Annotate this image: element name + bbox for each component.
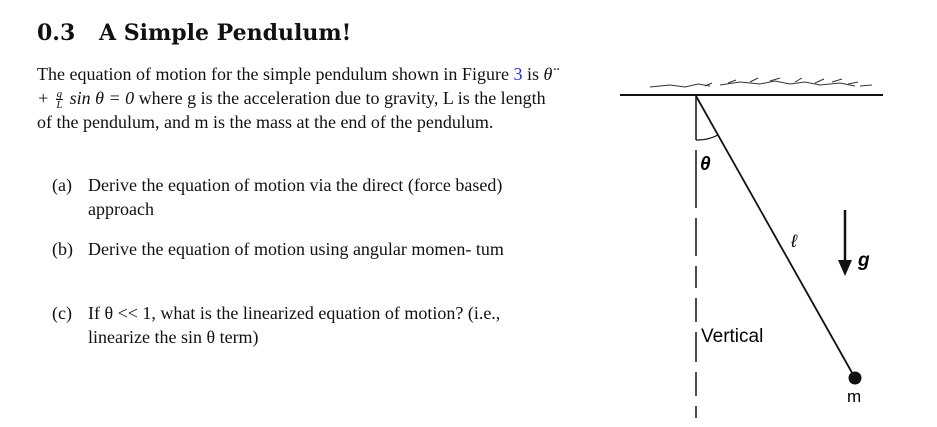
fraction-denominator: L — [56, 99, 63, 112]
question-item-b — [52, 237, 552, 261]
pendulum-bob — [849, 372, 862, 385]
pendulum-figure — [610, 60, 910, 427]
section-heading — [37, 20, 351, 46]
vertical-label: Vertical — [701, 326, 764, 347]
item-label: (c) — [52, 303, 72, 323]
item-label: (a) — [52, 175, 72, 195]
gravity-label: g — [858, 250, 870, 271]
figure-ref-link[interactable]: 3 — [513, 64, 523, 84]
section-number: 0.3 — [37, 20, 76, 46]
item-text: Derive the equation of motion using angular momen- tum — [88, 239, 504, 259]
length-label: ℓ — [791, 231, 797, 251]
item-text: If θ << 1, what is the linearized equation of motion? (i.e., linearize the sin θ term) — [88, 303, 501, 347]
intro-text-1: The equation of motion for the simple pendulum shown in Figure — [37, 64, 514, 84]
fraction-numerator: g — [56, 88, 63, 101]
equation-end: sin θ = 0 — [65, 88, 135, 108]
mass-label: m — [847, 387, 862, 406]
intro-text-2: is — [522, 64, 544, 84]
intro-paragraph — [37, 62, 557, 134]
item-text: Derive the equation of motion via the direct (force based) approach — [88, 175, 503, 219]
gravity-arrow — [838, 210, 852, 276]
question-item-c — [52, 301, 552, 349]
theta-label: θ — [700, 154, 711, 175]
item-label: (b) — [52, 239, 73, 259]
section-title: A Simple Pendulum! — [99, 20, 352, 46]
equation-fraction — [56, 89, 64, 110]
intro-text-3: where g is the acceleration due to gravity, L is the length of the pendulum, and m is the mass at the end of the pendulum. — [37, 88, 546, 133]
question-item-a — [52, 173, 552, 221]
equation-start: θ̈ + — [37, 64, 553, 108]
ceiling-texture — [650, 78, 872, 87]
pendulum-diagram — [610, 60, 910, 427]
angle-arc — [696, 135, 718, 140]
